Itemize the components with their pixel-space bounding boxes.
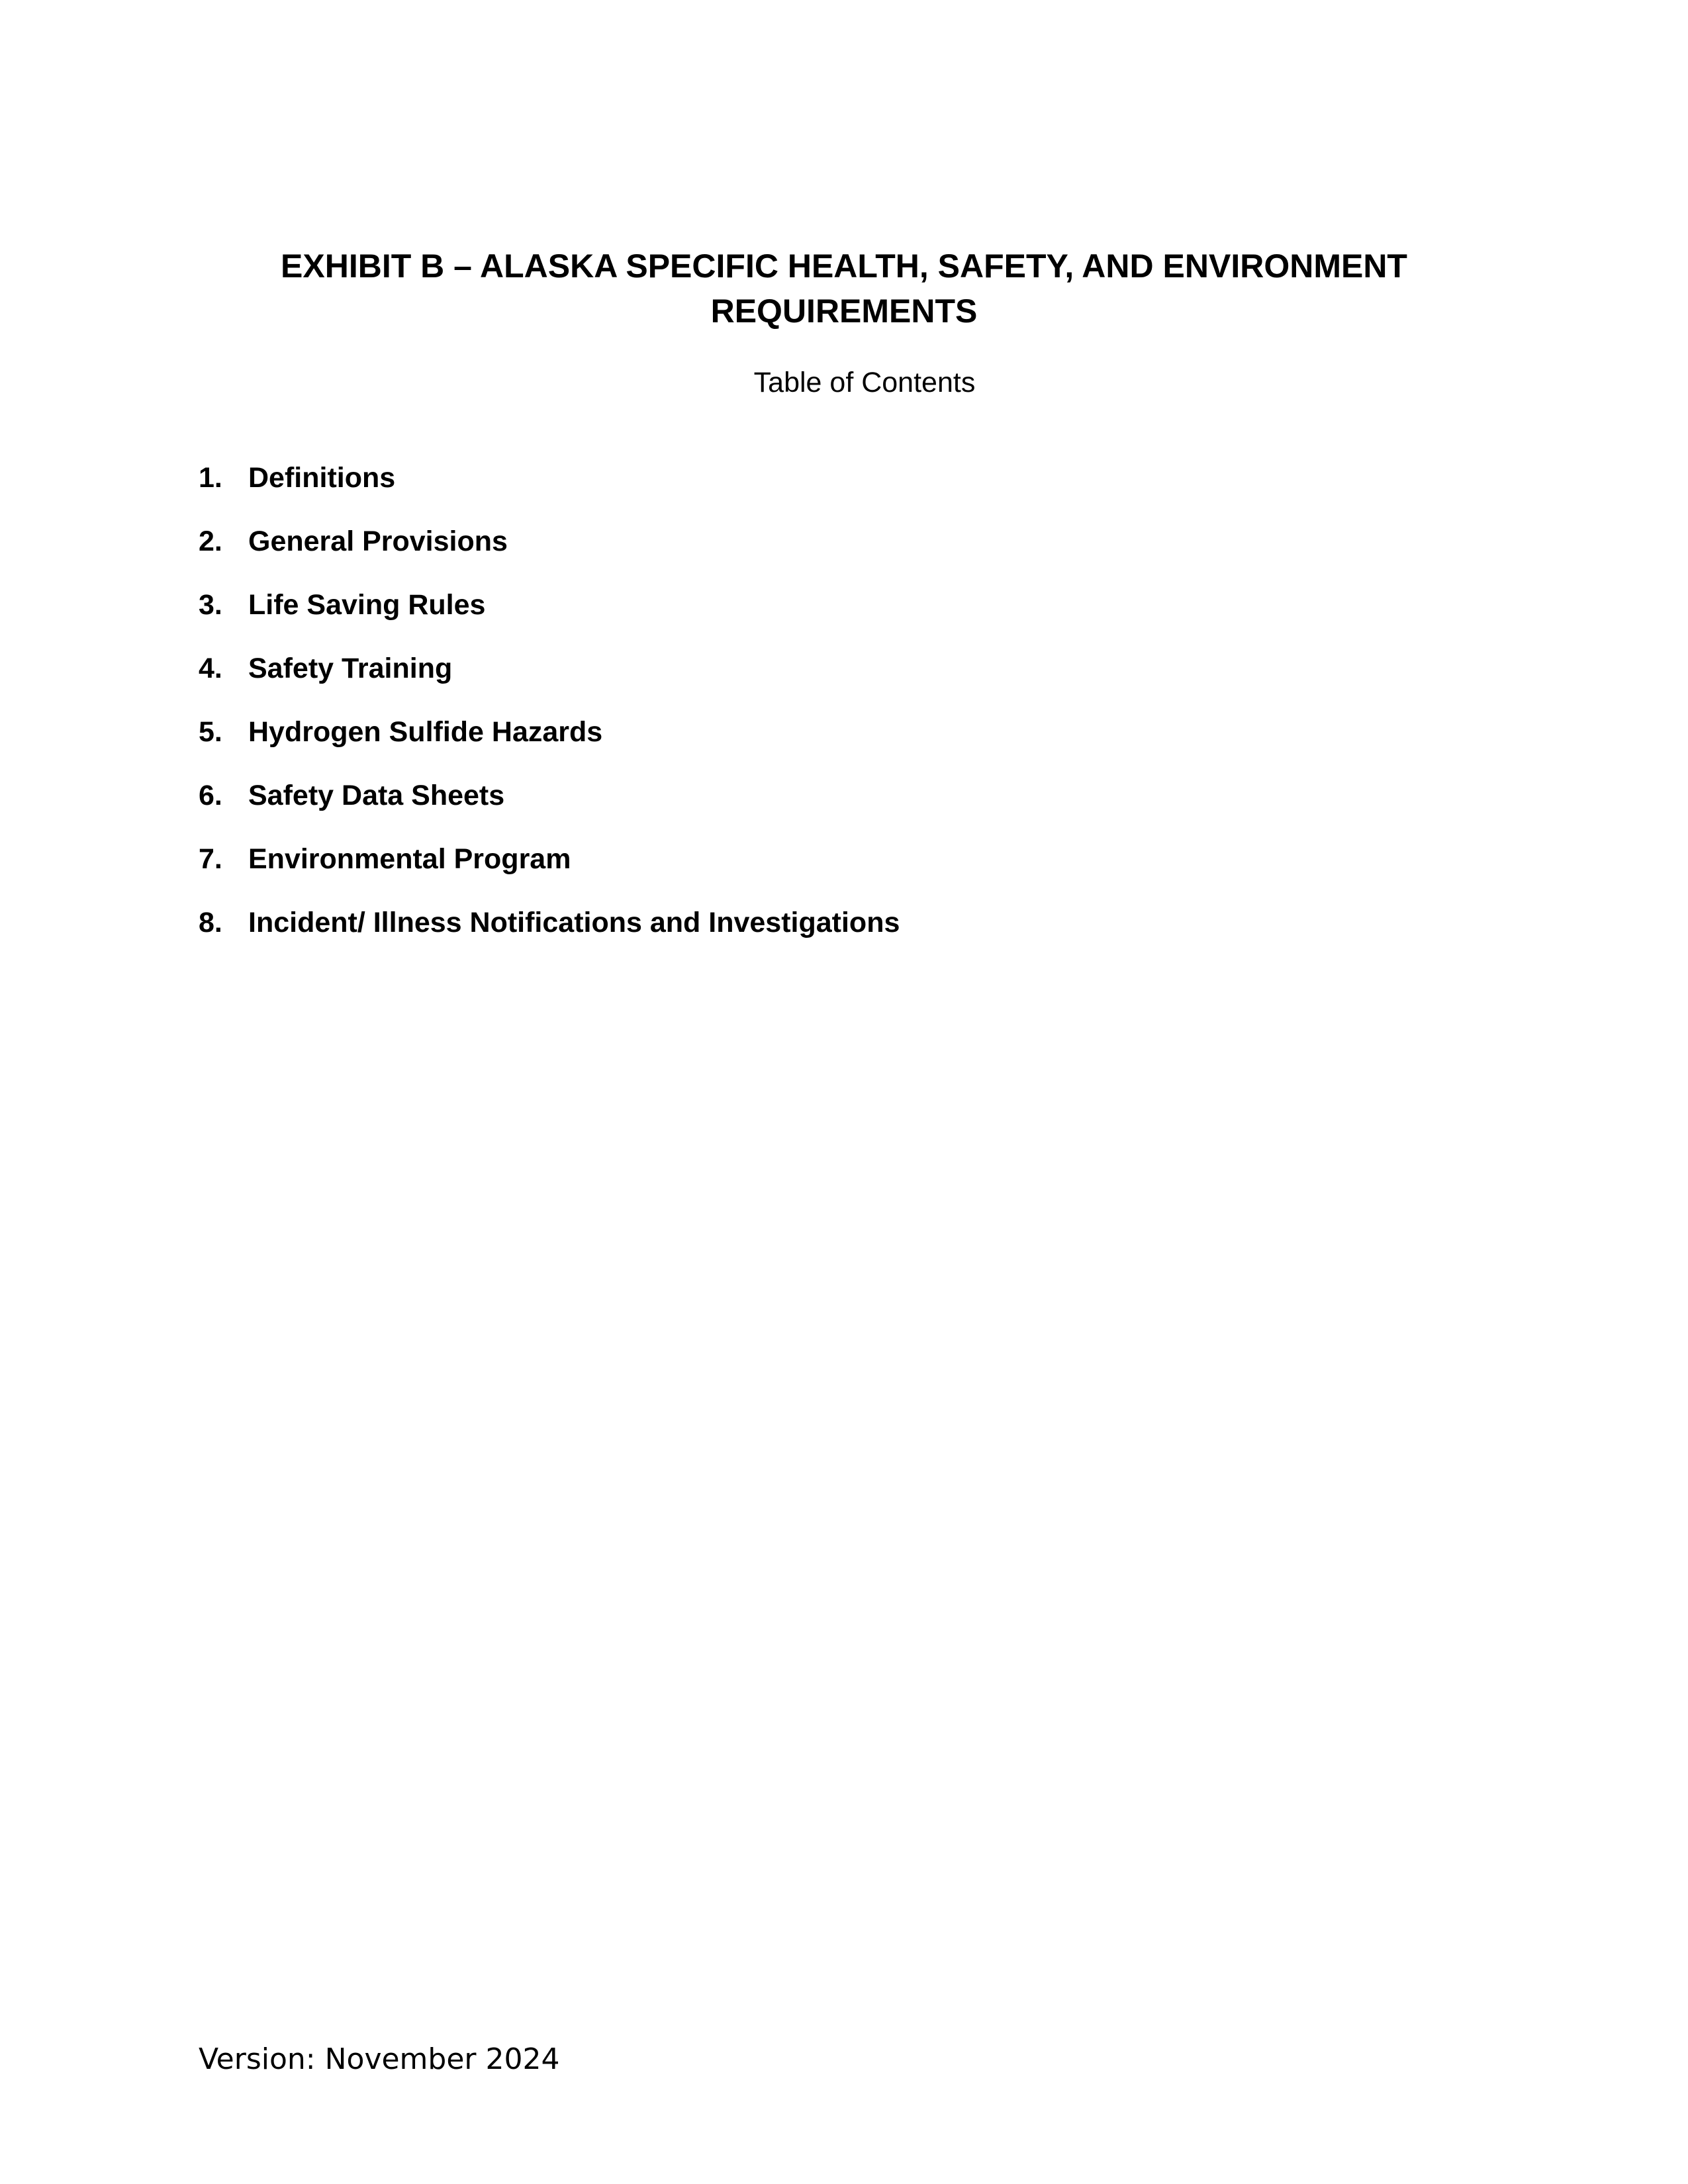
- toc-item-number: 2.: [199, 525, 222, 557]
- toc-item-label: Life Saving Rules: [248, 589, 486, 621]
- toc-item-label: Environmental Program: [248, 843, 571, 875]
- toc-item-label: Hydrogen Sulfide Hazards: [248, 716, 603, 748]
- table-of-contents-list: [199, 458, 900, 966]
- toc-item-number: 8.: [199, 907, 222, 938]
- document-title-line-2: REQUIREMENTS: [710, 293, 978, 330]
- toc-item-label: Definitions: [248, 462, 396, 494]
- table-of-contents-heading: Table of Contents: [753, 367, 976, 398]
- toc-item-number: 4.: [199, 653, 222, 684]
- document-title: [199, 244, 1489, 334]
- toc-item-label: Safety Data Sheets: [248, 780, 505, 811]
- toc-item-number: 6.: [199, 780, 222, 811]
- toc-item-safety-data-sheets: [199, 776, 900, 839]
- toc-item-label: General Provisions: [248, 525, 508, 557]
- version-footer: Version: November 2024: [199, 2042, 560, 2076]
- toc-item-number: 7.: [199, 843, 222, 875]
- toc-item-environmental-program: [199, 839, 900, 903]
- toc-item-safety-training: [199, 649, 900, 712]
- toc-item-number: 3.: [199, 589, 222, 621]
- document-title-line-1: EXHIBIT B – ALASKA SPECIFIC HEALTH, SAFETY, AND ENVIRONMENT: [281, 248, 1407, 285]
- toc-item-incident-illness-notifications: [199, 903, 900, 966]
- toc-item-hydrogen-sulfide-hazards: [199, 712, 900, 776]
- toc-item-general-provisions: [199, 522, 900, 585]
- toc-item-label: Safety Training: [248, 653, 453, 684]
- toc-item-number: 1.: [199, 462, 222, 494]
- toc-item-label: Incident/ Illness Notifications and Investigations: [248, 907, 900, 938]
- toc-item-number: 5.: [199, 716, 222, 748]
- toc-item-definitions: [199, 458, 900, 522]
- toc-item-life-saving-rules: [199, 585, 900, 649]
